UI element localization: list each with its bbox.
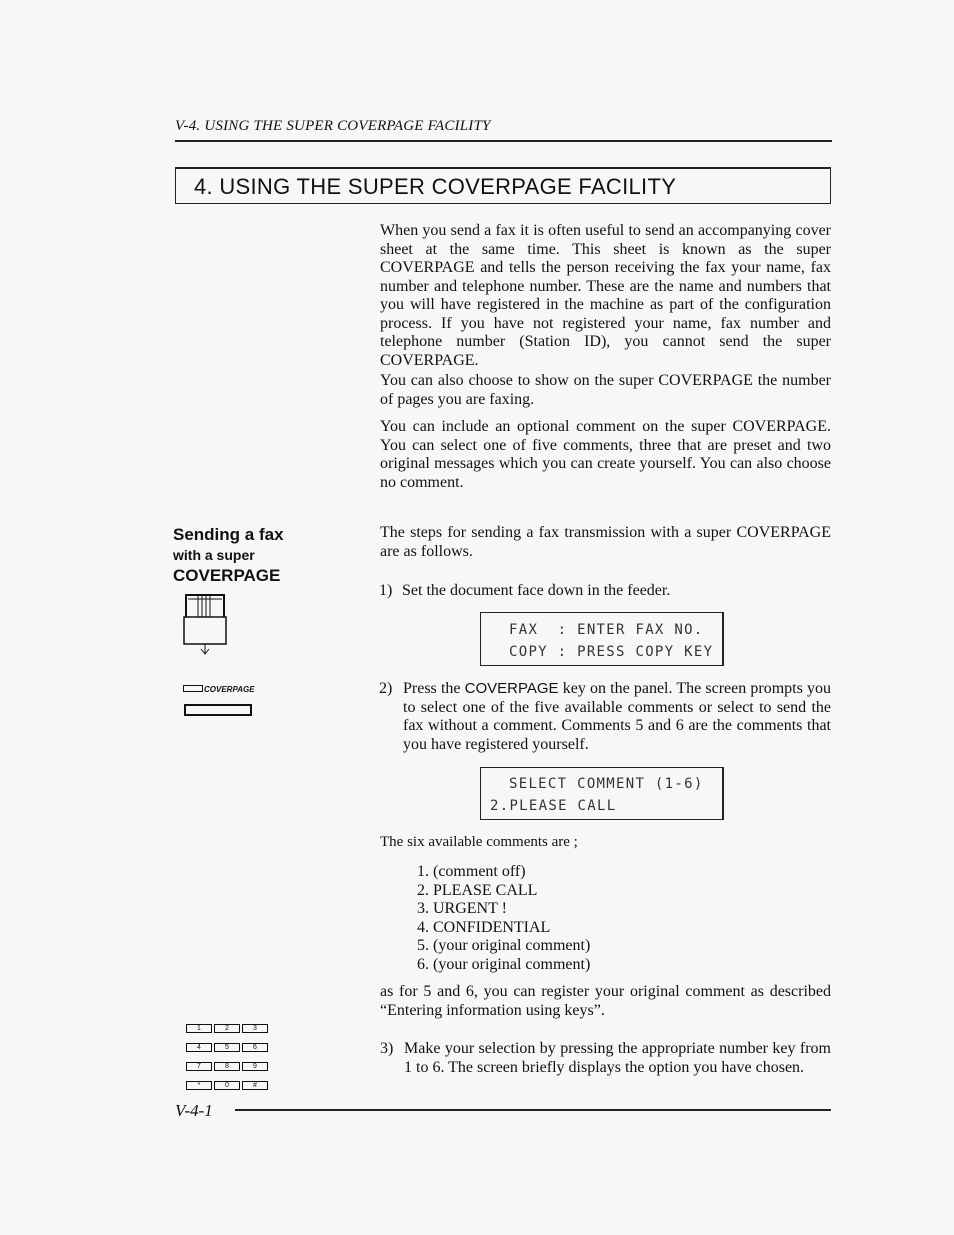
step-2-text-b: key on the panel. The screen prompts you to select one of the five available comments or select to send the fax without a comment. Comments 5 and 6 are the comments that you have registered yourself. xyxy=(403,680,831,753)
keypad-key: 5 xyxy=(214,1043,240,1052)
side-heading-line1: Sending a fax xyxy=(173,525,284,544)
lcd-line-1: FAX : ENTER FAX NO. xyxy=(509,622,704,638)
keypad-key: 1 xyxy=(186,1024,212,1033)
intro-paragraph-2: You can also choose to show on the super COVERPAGE the number of pages you are faxing. xyxy=(380,372,831,408)
step-1-text: Set the document face down in the feeder. xyxy=(402,582,671,599)
step-1-number: 1) xyxy=(379,582,393,599)
lcd-line-2: COPY : PRESS COPY KEY xyxy=(509,644,714,660)
coverpage-key-small-icon xyxy=(183,685,203,692)
header-rule xyxy=(175,140,832,142)
keypad-key: 0 xyxy=(214,1081,240,1090)
keypad-key: 6 xyxy=(242,1043,268,1052)
coverpage-key-icon xyxy=(184,704,252,716)
side-heading-line3: COVERPAGE xyxy=(173,566,281,585)
page-number: V-4-1 xyxy=(175,1101,213,1120)
step-2-key-name: COVERPAGE xyxy=(464,680,559,697)
step-2-text-a: Press the xyxy=(403,680,461,697)
document-feeder-icon xyxy=(182,591,228,657)
intro-paragraph-3: You can include an optional comment on the super COVERPAGE. You can select one of five comments, three that are preset and two original messages which you can create yourself. You can also choose no comment. xyxy=(380,418,831,491)
comments-intro: The six available comments are ; xyxy=(380,834,578,850)
list-item: 3. URGENT ! xyxy=(417,900,507,917)
keypad-key: 4 xyxy=(186,1043,212,1052)
lcd2-line-1: SELECT COMMENT (1-6) xyxy=(509,776,704,792)
intro-paragraph-1: When you send a fax it is often useful to send an accompanying cover sheet at the same time. This sheet is known as the super COVERPAGE and tells the person receiving the fax your name, fax number and telephone number. These are the name and numbers that you will have registered in the machine as part of the configuration process. If you have not registered your name, fax number and telephone number (Station ID), you cannot send the super COVERPAGE. xyxy=(380,222,831,369)
lcd-display-select-comment xyxy=(480,767,724,820)
step-2-number: 2) xyxy=(379,680,393,697)
coverpage-key-label: COVERPAGE xyxy=(204,685,255,694)
list-item: 2. PLEASE CALL xyxy=(417,881,538,899)
keypad-key: 9 xyxy=(242,1062,268,1071)
step-3-text: Make your selection by pressing the appropriate number key from 1 to 6. The screen briefly displays the option you have chosen. xyxy=(404,1040,831,1076)
step-3-number: 3) xyxy=(380,1040,394,1057)
list-item: 5. (your original comment) xyxy=(417,937,591,954)
section-title: 4. USING THE SUPER COVERPAGE FACILITY xyxy=(194,174,677,199)
step-2-text xyxy=(403,680,831,754)
keypad-key: # xyxy=(242,1081,268,1090)
list-item: 1. (comment off) xyxy=(417,863,526,880)
comments-list xyxy=(417,863,590,974)
keypad-key: 8 xyxy=(214,1062,240,1071)
register-note: as for 5 and 6, you can register your original comment as described “Entering information using keys”. xyxy=(380,983,831,1019)
side-heading-line2: with a super xyxy=(173,547,255,563)
list-item: 4. CONFIDENTIAL xyxy=(417,918,551,936)
footer-rule xyxy=(235,1109,831,1111)
keypad-key: 3 xyxy=(242,1024,268,1033)
lcd2-line-2: 2.PLEASE CALL xyxy=(490,798,617,814)
section-title-box xyxy=(175,167,831,204)
numeric-keypad-icon xyxy=(186,1024,272,1090)
list-item: 6. (your original comment) xyxy=(417,955,591,973)
keypad-key: * xyxy=(186,1081,212,1090)
keypad-key: 2 xyxy=(214,1024,240,1033)
lcd-display-fax-copy xyxy=(480,612,724,666)
procedure-intro: The steps for sending a fax transmission with a super COVERPAGE are as follows. xyxy=(380,524,831,560)
running-header: V-4. USING THE SUPER COVERPAGE FACILITY xyxy=(175,118,491,134)
keypad-key: 7 xyxy=(186,1062,212,1071)
